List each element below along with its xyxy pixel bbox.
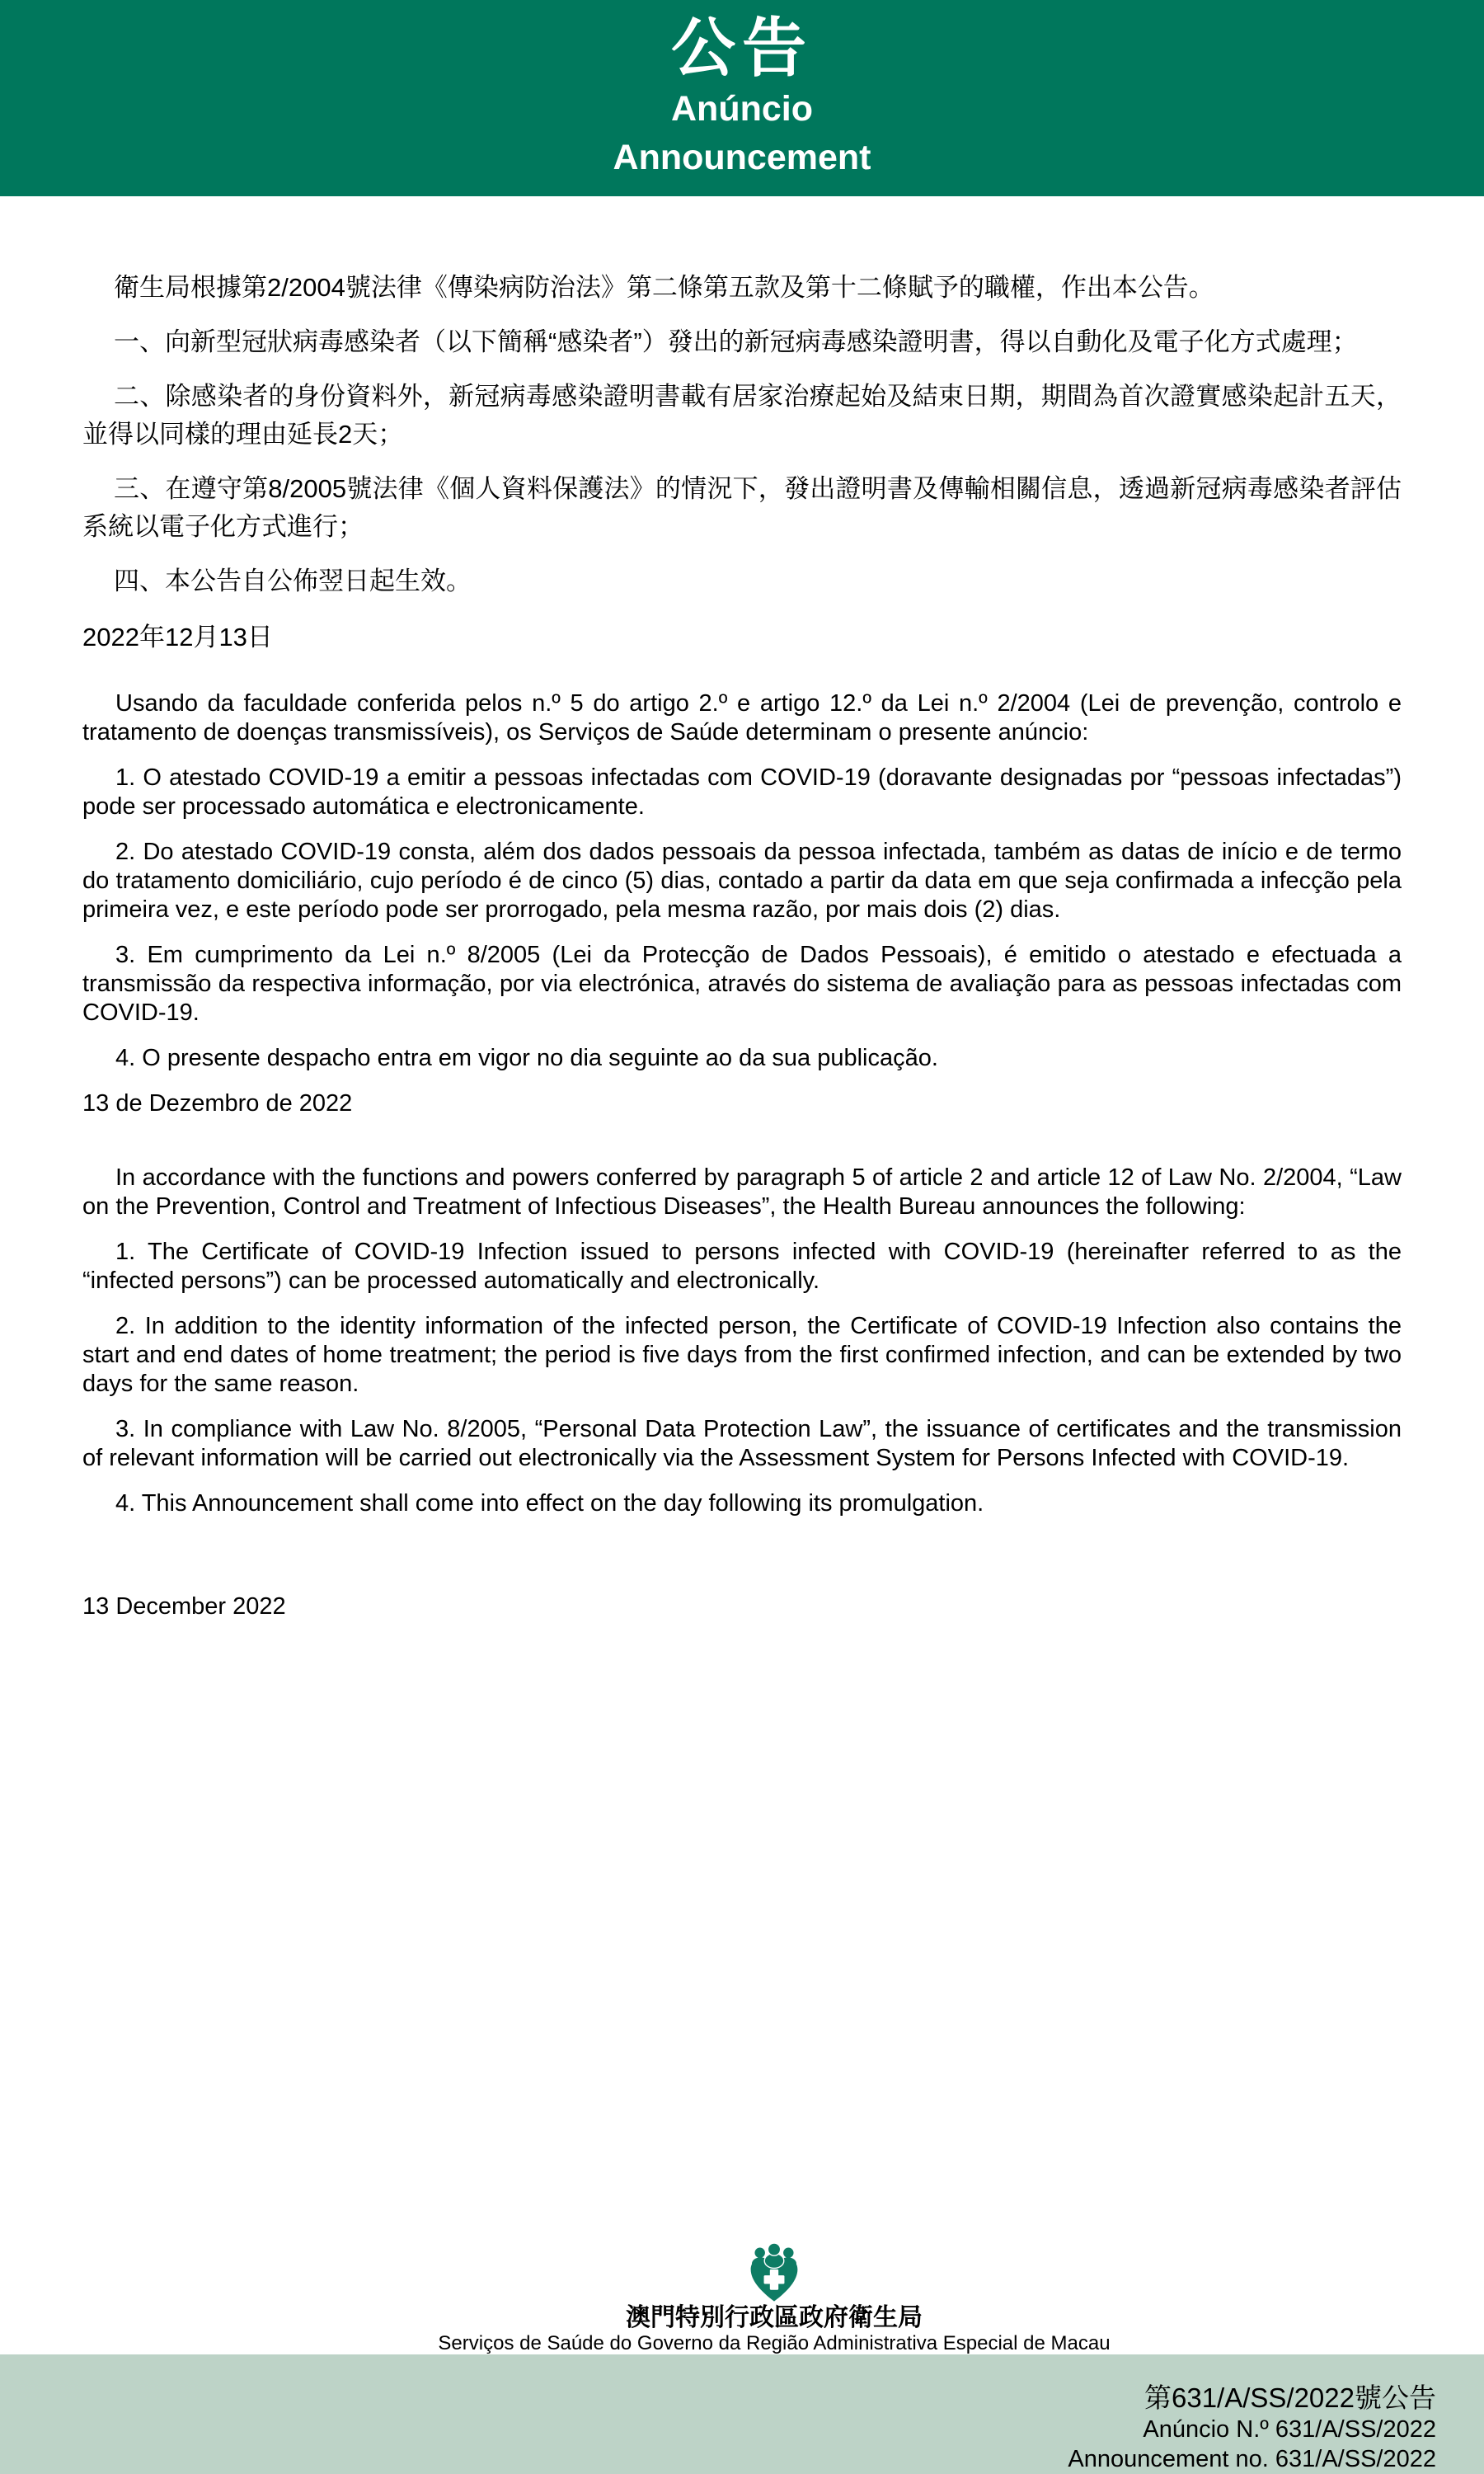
organisation-name-zh: 澳門特別行政區政府衛生局 — [626, 2304, 923, 2331]
en-date: 13 December 2022 — [82, 1593, 286, 1620]
en-paragraph-1: 1. The Certificate of COVID-19 Infection issued to persons infected with COVID-19 (hereinafter referred to as the “infected persons”) can be processed automatically and electronically. — [82, 1239, 1402, 1294]
page-title-en: Announcement — [613, 138, 871, 177]
cn-paragraph-1: 一、向新型冠狀病毒感染者（以下簡稱“感染者”）發出的新冠病毒感染證明書，得以自動化及電子化方式處理； — [114, 327, 1358, 356]
section-chinese — [82, 269, 1402, 656]
section-english — [82, 1164, 1402, 1621]
reference-band — [0, 2354, 1484, 2474]
en-paragraph-4: 4. This Announcement shall come into effect on the day following its promulgation. — [115, 1490, 984, 1517]
pt-paragraph-2: 2. Do atestado COVID-19 consta, além dos dados pessoais da pessoa infectada, também as datas de início e de termo do tratamento domiciliário, cujo período é de cinco (5) dias, contado a partir da data em que seja confirmada a infecção pela primeira vez, e este período pode ser prorrogado, pela mesma razão, por mais dois (2) dias. — [82, 839, 1402, 923]
announcement-number-pt: Anúncio N.º 631/A/SS/2022 — [1143, 2416, 1436, 2443]
cn-paragraph-3: 三、在遵守第8/2005號法律《個人資料保護法》的情況下，發出證明書及傳輸相關信息，透過新冠病毒感染者評估系統以電子化方式進行； — [82, 474, 1402, 541]
document-body — [82, 196, 1402, 1621]
page-title-pt: Anúncio — [671, 89, 813, 129]
pt-date: 13 de Dezembro de 2022 — [82, 1090, 353, 1117]
cn-paragraph-4: 四、本公告自公佈翌日起生效。 — [114, 567, 472, 595]
en-paragraph-2: 2. In addition to the identity information of the infected person, the Certificate of COVID-19 Infection also contains the start and end dates of home treatment; the period is five days from the first confirmed infection, and can be extended by two days for the same reason. — [82, 1313, 1402, 1397]
en-paragraph-3: 3. In compliance with Law No. 8/2005, “Personal Data Protection Law”, the issuance of certificates and the transmission of relevant information will be carried out electronically via the Assessment System for Persons Infected with COVID-19. — [82, 1416, 1402, 1471]
announcement-number-en: Announcement no. 631/A/SS/2022 — [1068, 2446, 1436, 2472]
cn-paragraph-intro: 衛生局根據第2/2004號法律《傳染病防治法》第二條第五款及第十二條賦予的職權，作出本公告。 — [114, 273, 1214, 302]
organisation-name-pt: Serviços de Saúde do Governo da Região Administrativa Especial de Macau — [438, 2332, 1111, 2354]
page-title-zh: 公告 — [670, 12, 813, 84]
pt-paragraph-4: 4. O presente despacho entra em vigor no dia seguinte ao da sua publicação. — [115, 1045, 938, 1071]
pt-paragraph-3: 3. Em cumprimento da Lei n.º 8/2005 (Lei da Protecção de Dados Pessoais), é emitido o atestado e efectuada a transmissão da respectiva informação, por via electrónica, através do sistema de avaliação para as pessoas infectadas com COVID-19. — [82, 942, 1402, 1026]
cn-paragraph-2: 二、除感染者的身份資料外，新冠病毒感染證明書載有居家治療起始及結束日期，期間為首次證實感染起計五天，並得以同樣的理由延長2天； — [82, 382, 1402, 449]
en-paragraph-intro: In accordance with the functions and powers conferred by paragraph 5 of article 2 and article 12 of Law No. 2/2004, “Law on the Prevention, Control and Treatment of Infectious Diseases”, the Health Bureau announces the following: — [82, 1164, 1402, 1220]
cn-date: 2022年12月13日 — [82, 623, 273, 651]
health-bureau-logo-icon — [745, 2243, 803, 2302]
section-portuguese — [82, 689, 1402, 1118]
footer-organisation — [32, 2243, 1484, 2354]
pt-paragraph-1: 1. O atestado COVID-19 a emitir a pessoas infectadas com COVID-19 (doravante designadas por “pessoas infectadas”) pode ser processado automática e electronicamente. — [82, 764, 1402, 820]
pt-paragraph-intro: Usando da faculdade conferida pelos n.º 5 do artigo 2.º e artigo 12.º da Lei n.º 2/2004 (Lei de prevenção, controlo e tratamento de doenças transmissíveis), os Serviços de Saúde determinam o presente anúncio: — [82, 690, 1402, 745]
announcement-number-zh: 第631/A/SS/2022號公告 — [1144, 2382, 1436, 2413]
header-band — [0, 0, 1484, 196]
